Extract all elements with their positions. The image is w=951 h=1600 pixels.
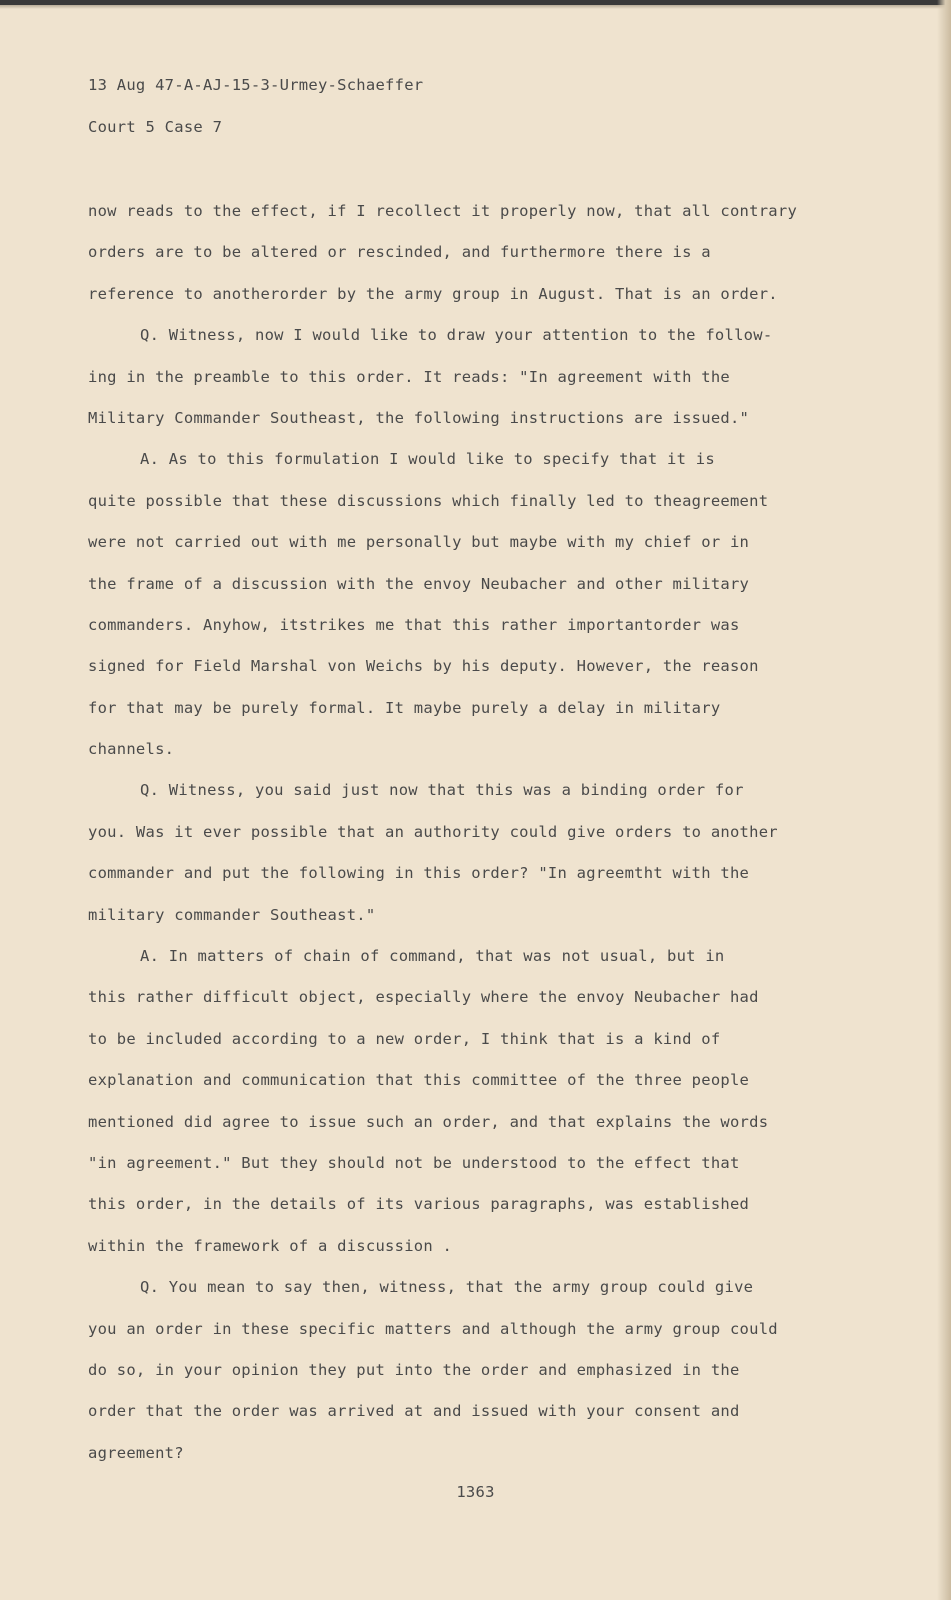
transcript-line: now reads to the effect, if I recollect it properly now, that all contrary xyxy=(88,202,798,220)
transcript-line: you an order in these specific matters and although the army group could xyxy=(88,1319,778,1338)
transcript-line: ing in the preamble to this order. It reads: "In agreement with the xyxy=(88,367,730,386)
transcript-line: signed for Field Marshal von Weichs by his deputy. However, the reason xyxy=(88,657,759,676)
transcript-line: agreement? xyxy=(88,1443,184,1462)
transcript-line: this order, in the details of its various paragraphs, was established xyxy=(88,1195,750,1214)
transcript-line: within the framework of a discussion . xyxy=(88,1236,453,1255)
transcript-line: Q. Witness, you said just now that this was a binding order for xyxy=(140,781,744,800)
transcript-line: were not carried out with me personally but maybe with my chief or in xyxy=(88,533,750,552)
page-top-shadow xyxy=(0,5,951,9)
transcript-line: A. In matters of chain of command, that was not usual, but in xyxy=(140,947,725,966)
transcript-line: mentioned did agree to issue such an order, and that explains the words xyxy=(88,1112,769,1131)
transcript-line: "in agreement." But they should not be understood to the effect that xyxy=(88,1153,740,1172)
document-header-court: Court 5 Case 7 xyxy=(88,118,223,136)
transcript-line: reference to anotherorder by the army group in August. That is an order. xyxy=(88,284,778,303)
transcript-line: orders are to be altered or rescinded, and furthermore there is a xyxy=(88,243,711,262)
transcript-line: do so, in your opinion they put into the order and emphasized in the xyxy=(88,1360,740,1379)
transcript-line: order that the order was arrived at and issued with your consent and xyxy=(88,1402,740,1421)
transcript-line: the frame of a discussion with the envoy Neubacher and other military xyxy=(88,574,750,593)
transcript-line: Q. Witness, now I would like to draw your attention to the follow- xyxy=(140,326,773,345)
transcript-line: commanders. Anyhow, itstrikes me that this rather importantorder was xyxy=(88,615,740,634)
page-right-edge xyxy=(937,0,951,1600)
transcript-line: commander and put the following in this order? "In agreemtht with the xyxy=(88,864,750,883)
transcript-line: Q. You mean to say then, witness, that the army group could give xyxy=(140,1278,754,1297)
transcript-line: to be included according to a new order, I think that is a kind of xyxy=(88,1029,721,1048)
transcript-line: channels. xyxy=(88,740,175,759)
transcript-line: A. As to this formulation I would like to specify that it is xyxy=(140,450,715,469)
transcript-line: quite possible that these discussions which finally led to theagreement xyxy=(88,491,769,510)
transcript-body xyxy=(88,197,848,1480)
transcript-line: Military Commander Southeast, the following instructions are issued." xyxy=(88,408,750,427)
transcript-line: this rather difficult object, especially where the envoy Neubacher had xyxy=(88,988,759,1007)
page-number: 1363 xyxy=(456,1483,495,1501)
transcript-line: for that may be purely formal. It maybe purely a delay in military xyxy=(88,698,721,717)
transcript-line: explanation and communication that this committee of the three people xyxy=(88,1071,750,1090)
transcript-line: military commander Southeast." xyxy=(88,905,376,924)
document-header-reference: 13 Aug 47-A-AJ-15-3-Urmey-Schaeffer xyxy=(88,76,424,94)
transcript-line: you. Was it ever possible that an authority could give orders to another xyxy=(88,822,778,841)
